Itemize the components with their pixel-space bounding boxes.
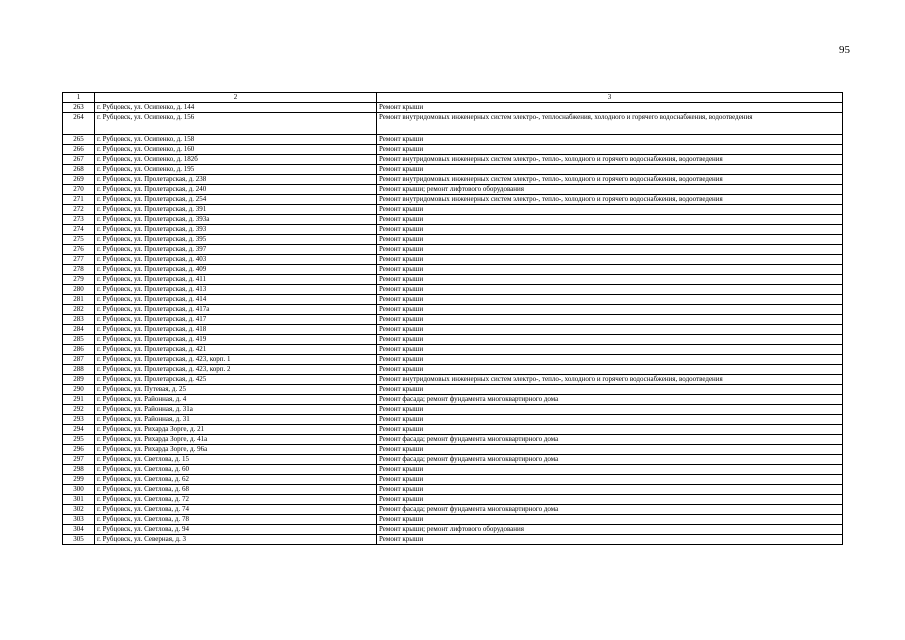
row-address: г. Рубцовск, ул. Пролетарская, д. 254	[95, 195, 377, 205]
row-address: г. Рубцовск, ул. Пролетарская, д. 425	[95, 375, 377, 385]
row-number: 278	[63, 265, 95, 275]
row-work: Ремонт крыши	[377, 475, 843, 485]
row-address: г. Рубцовск, ул. Пролетарская, д. 240	[95, 185, 377, 195]
row-work: Ремонт фасада; ремонт фундамента многоквартирного дома	[377, 505, 843, 515]
row-address: г. Рубцовск, ул. Осипенко, д. 195	[95, 165, 377, 175]
row-work: Ремонт внутридомовых инженерных систем электро-, теплоснабжения, холодного и горячего водоснабжения, водоотведения	[377, 113, 843, 135]
table-row	[63, 155, 843, 165]
row-work: Ремонт крыши	[377, 285, 843, 295]
row-work: Ремонт крыши	[377, 315, 843, 325]
table-row	[63, 465, 843, 475]
row-address: г. Рубцовск, ул. Светлова, д. 15	[95, 455, 377, 465]
row-work: Ремонт крыши	[377, 215, 843, 225]
row-number: 273	[63, 215, 95, 225]
column-header-address: 2	[95, 93, 377, 103]
table-row	[63, 245, 843, 255]
table-row	[63, 345, 843, 355]
table-row	[63, 275, 843, 285]
row-number: 264	[63, 113, 95, 135]
row-address: г. Рубцовск, ул. Пролетарская, д. 393	[95, 225, 377, 235]
table-row	[63, 455, 843, 465]
row-number: 293	[63, 415, 95, 425]
row-address: г. Рубцовск, ул. Пролетарская, д. 421	[95, 345, 377, 355]
row-work: Ремонт крыши	[377, 405, 843, 415]
row-address: г. Рубцовск, ул. Светлова, д. 78	[95, 515, 377, 525]
row-work: Ремонт крыши	[377, 255, 843, 265]
row-work: Ремонт внутридомовых инженерных систем электро-, тепло-, холодного и горячего водоснабжения, водоотведения	[377, 195, 843, 205]
table-row	[63, 265, 843, 275]
row-work: Ремонт внутридомовых инженерных систем электро-, тепло-, холодного и горячего водоснабжения, водоотведения	[377, 375, 843, 385]
row-number: 274	[63, 225, 95, 235]
table-row	[63, 425, 843, 435]
table-row	[63, 385, 843, 395]
table-row	[63, 365, 843, 375]
row-number: 267	[63, 155, 95, 165]
table-row	[63, 515, 843, 525]
row-address: г. Рубцовск, ул. Светлова, д. 68	[95, 485, 377, 495]
row-work: Ремонт крыши	[377, 225, 843, 235]
row-work: Ремонт фасада; ремонт фундамента многоквартирного дома	[377, 435, 843, 445]
row-address: г. Рубцовск, ул. Пролетарская, д. 418	[95, 325, 377, 335]
row-work: Ремонт крыши	[377, 305, 843, 315]
row-number: 285	[63, 335, 95, 345]
row-work: Ремонт крыши	[377, 465, 843, 475]
row-address: г. Рубцовск, ул. Пролетарская, д. 397	[95, 245, 377, 255]
row-number: 294	[63, 425, 95, 435]
row-number: 281	[63, 295, 95, 305]
row-number: 290	[63, 385, 95, 395]
row-number: 277	[63, 255, 95, 265]
table-row	[63, 485, 843, 495]
table-row	[63, 535, 843, 545]
row-number: 270	[63, 185, 95, 195]
row-address: г. Рубцовск, ул. Светлова, д. 74	[95, 505, 377, 515]
row-number: 268	[63, 165, 95, 175]
table-row	[63, 355, 843, 365]
row-work: Ремонт крыши	[377, 165, 843, 175]
table-row	[63, 145, 843, 155]
row-work: Ремонт крыши	[377, 425, 843, 435]
table-row	[63, 505, 843, 515]
row-number: 286	[63, 345, 95, 355]
row-work: Ремонт крыши	[377, 385, 843, 395]
table-row	[63, 165, 843, 175]
row-work: Ремонт фасада; ремонт фундамента многоквартирного дома	[377, 395, 843, 405]
table-row	[63, 175, 843, 185]
column-header-work: 3	[377, 93, 843, 103]
row-address: г. Рубцовск, ул. Светлова, д. 72	[95, 495, 377, 505]
row-number: 272	[63, 205, 95, 215]
row-number: 271	[63, 195, 95, 205]
column-header-number: 1	[63, 93, 95, 103]
table-row	[63, 315, 843, 325]
table-row	[63, 255, 843, 265]
row-number: 301	[63, 495, 95, 505]
row-work: Ремонт фасада; ремонт фундамента многоквартирного дома	[377, 455, 843, 465]
row-address: г. Рубцовск, ул. Районная, д. 4	[95, 395, 377, 405]
row-address: г. Рубцовск, ул. Рихарда Зорге, д. 21	[95, 425, 377, 435]
table-row	[63, 205, 843, 215]
row-address: г. Рубцовск, ул. Пролетарская, д. 417	[95, 315, 377, 325]
table-row	[63, 215, 843, 225]
row-number: 298	[63, 465, 95, 475]
table-row	[63, 405, 843, 415]
table-row	[63, 285, 843, 295]
row-address: г. Рубцовск, ул. Рихарда Зорге, д. 96а	[95, 445, 377, 455]
row-work: Ремонт крыши	[377, 103, 843, 113]
row-address: г. Рубцовск, ул. Светлова, д. 62	[95, 475, 377, 485]
table-row	[63, 445, 843, 455]
row-address: г. Рубцовск, ул. Осипенко, д. 156	[95, 113, 377, 135]
table-row	[63, 195, 843, 205]
row-address: г. Рубцовск, ул. Пролетарская, д. 413	[95, 285, 377, 295]
row-address: г. Рубцовск, ул. Районная, д. 31	[95, 415, 377, 425]
table-row	[63, 113, 843, 135]
row-address: г. Рубцовск, ул. Осипенко, д. 182б	[95, 155, 377, 165]
table-row	[63, 325, 843, 335]
row-number: 269	[63, 175, 95, 185]
row-number: 304	[63, 525, 95, 535]
row-address: г. Рубцовск, ул. Пролетарская, д. 393а	[95, 215, 377, 225]
row-work: Ремонт крыши	[377, 515, 843, 525]
row-number: 265	[63, 135, 95, 145]
row-number: 263	[63, 103, 95, 113]
row-work: Ремонт крыши	[377, 235, 843, 245]
row-number: 266	[63, 145, 95, 155]
table-row	[63, 375, 843, 385]
table-row	[63, 415, 843, 425]
registry-table-body	[63, 93, 843, 545]
row-work: Ремонт крыши	[377, 535, 843, 545]
row-number: 295	[63, 435, 95, 445]
page-number: 95	[839, 44, 850, 56]
row-number: 300	[63, 485, 95, 495]
row-number: 284	[63, 325, 95, 335]
row-number: 305	[63, 535, 95, 545]
table-row	[63, 235, 843, 245]
table-row	[63, 435, 843, 445]
row-work: Ремонт крыши	[377, 275, 843, 285]
row-number: 303	[63, 515, 95, 525]
row-address: г. Рубцовск, ул. Пролетарская, д. 419	[95, 335, 377, 345]
table-row	[63, 475, 843, 485]
row-number: 287	[63, 355, 95, 365]
row-number: 282	[63, 305, 95, 315]
row-address: г. Рубцовск, ул. Районная, д. 31а	[95, 405, 377, 415]
row-number: 276	[63, 245, 95, 255]
row-work: Ремонт внутридомовых инженерных систем электро-, тепло-, холодного и горячего водоснабжения, водоотведения	[377, 175, 843, 185]
row-work: Ремонт крыши	[377, 135, 843, 145]
row-address: г. Рубцовск, ул. Путевая, д. 25	[95, 385, 377, 395]
row-number: 289	[63, 375, 95, 385]
row-work: Ремонт внутридомовых инженерных систем электро-, тепло-, холодного и горячего водоснабжения, водоотведения	[377, 155, 843, 165]
table-row	[63, 103, 843, 113]
row-address: г. Рубцовск, ул. Осипенко, д. 160	[95, 145, 377, 155]
table-row	[63, 395, 843, 405]
row-work: Ремонт крыши	[377, 495, 843, 505]
row-address: г. Рубцовск, ул. Осипенко, д. 144	[95, 103, 377, 113]
row-number: 292	[63, 405, 95, 415]
row-work: Ремонт крыши	[377, 325, 843, 335]
row-address: г. Рубцовск, ул. Пролетарская, д. 414	[95, 295, 377, 305]
row-address: г. Рубцовск, ул. Пролетарская, д. 423, корп. 1	[95, 355, 377, 365]
table-row	[63, 185, 843, 195]
row-work: Ремонт крыши	[377, 365, 843, 375]
row-work: Ремонт крыши	[377, 345, 843, 355]
table-row	[63, 525, 843, 535]
row-work: Ремонт крыши	[377, 445, 843, 455]
row-work: Ремонт крыши	[377, 485, 843, 495]
row-number: 297	[63, 455, 95, 465]
table-row	[63, 295, 843, 305]
row-work: Ремонт крыши	[377, 265, 843, 275]
row-work: Ремонт крыши	[377, 145, 843, 155]
row-address: г. Рубцовск, ул. Пролетарская, д. 411	[95, 275, 377, 285]
row-number: 291	[63, 395, 95, 405]
row-work: Ремонт крыши; ремонт лифтового оборудования	[377, 185, 843, 195]
row-work: Ремонт крыши	[377, 355, 843, 365]
row-number: 299	[63, 475, 95, 485]
table-row	[63, 495, 843, 505]
row-address: г. Рубцовск, ул. Светлова, д. 60	[95, 465, 377, 475]
row-address: г. Рубцовск, ул. Северная, д. 3	[95, 535, 377, 545]
row-address: г. Рубцовск, ул. Рихарда Зорге, д. 41а	[95, 435, 377, 445]
row-address: г. Рубцовск, ул. Пролетарская, д. 423, корп. 2	[95, 365, 377, 375]
row-work: Ремонт крыши; ремонт лифтового оборудования	[377, 525, 843, 535]
row-number: 288	[63, 365, 95, 375]
table-header-row	[63, 93, 843, 103]
row-number: 302	[63, 505, 95, 515]
table-row	[63, 305, 843, 315]
row-address: г. Рубцовск, ул. Пролетарская, д. 403	[95, 255, 377, 265]
row-work: Ремонт крыши	[377, 335, 843, 345]
row-address: г. Рубцовск, ул. Светлова, д. 94	[95, 525, 377, 535]
row-address: г. Рубцовск, ул. Пролетарская, д. 395	[95, 235, 377, 245]
row-number: 296	[63, 445, 95, 455]
row-work: Ремонт крыши	[377, 295, 843, 305]
row-number: 275	[63, 235, 95, 245]
row-address: г. Рубцовск, ул. Пролетарская, д. 409	[95, 265, 377, 275]
registry-table	[62, 92, 843, 545]
row-work: Ремонт крыши	[377, 415, 843, 425]
row-work: Ремонт крыши	[377, 245, 843, 255]
row-number: 283	[63, 315, 95, 325]
table-row	[63, 135, 843, 145]
table-row	[63, 335, 843, 345]
row-number: 280	[63, 285, 95, 295]
row-address: г. Рубцовск, ул. Осипенко, д. 158	[95, 135, 377, 145]
table-row	[63, 225, 843, 235]
row-work: Ремонт крыши	[377, 205, 843, 215]
row-address: г. Рубцовск, ул. Пролетарская, д. 238	[95, 175, 377, 185]
row-number: 279	[63, 275, 95, 285]
row-address: г. Рубцовск, ул. Пролетарская, д. 417а	[95, 305, 377, 315]
row-address: г. Рубцовск, ул. Пролетарская, д. 391	[95, 205, 377, 215]
